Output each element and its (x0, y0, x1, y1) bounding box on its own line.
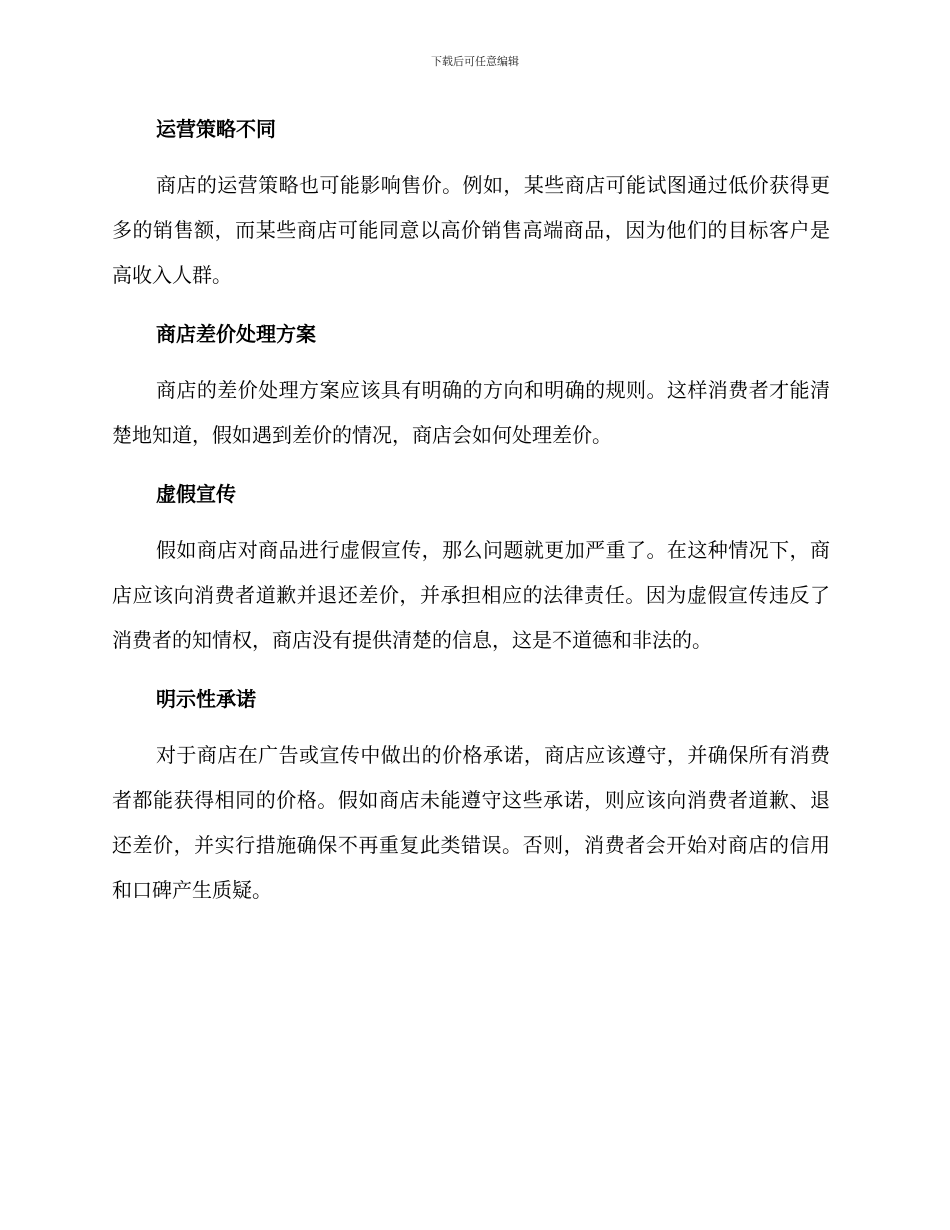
section-heading: 运营策略不同 (156, 117, 276, 141)
section-heading: 明示性承诺 (156, 687, 256, 711)
page-header: 下载后可任意编辑 (431, 55, 519, 68)
section-paragraph: 商店的差价处理方案应该具有明确的方向和明确的规则。这样消费者才能清楚地知道，假如遇到差价的情况，商店会如何处理差价。 (112, 378, 830, 447)
section-operation-strategy (112, 109, 830, 298)
section-express-promise (112, 679, 830, 913)
section-false-advertising (112, 474, 830, 663)
section-price-difference-plan (112, 314, 830, 458)
document-body (112, 109, 830, 929)
section-heading: 虚假宣传 (156, 482, 236, 506)
section-paragraph: 假如商店对商品进行虚假宣传，那么问题就更加严重了。在这种情况下，商店应该向消费者道歉并退还差价，并承担相应的法律责任。因为虚假宣传违反了消费者的知情权，商店没有提供清楚的信息，这是不道德和非法的。 (112, 538, 830, 652)
section-paragraph: 对于商店在广告或宣传中做出的价格承诺，商店应该遵守，并确保所有消费者都能获得相同的价格。假如商店未能遵守这些承诺，则应该向消费者道歉、退还差价，并实行措施确保不再重复此类错误。否则，消费者会开始对商店的信用和口碑产生质疑。 (112, 743, 830, 902)
section-paragraph: 商店的运营策略也可能影响售价。例如，某些商店可能试图通过低价获得更多的销售额，而某些商店可能同意以高价销售高端商品，因为他们的目标客户是高收入人群。 (112, 173, 830, 287)
section-heading: 商店差价处理方案 (156, 322, 316, 346)
